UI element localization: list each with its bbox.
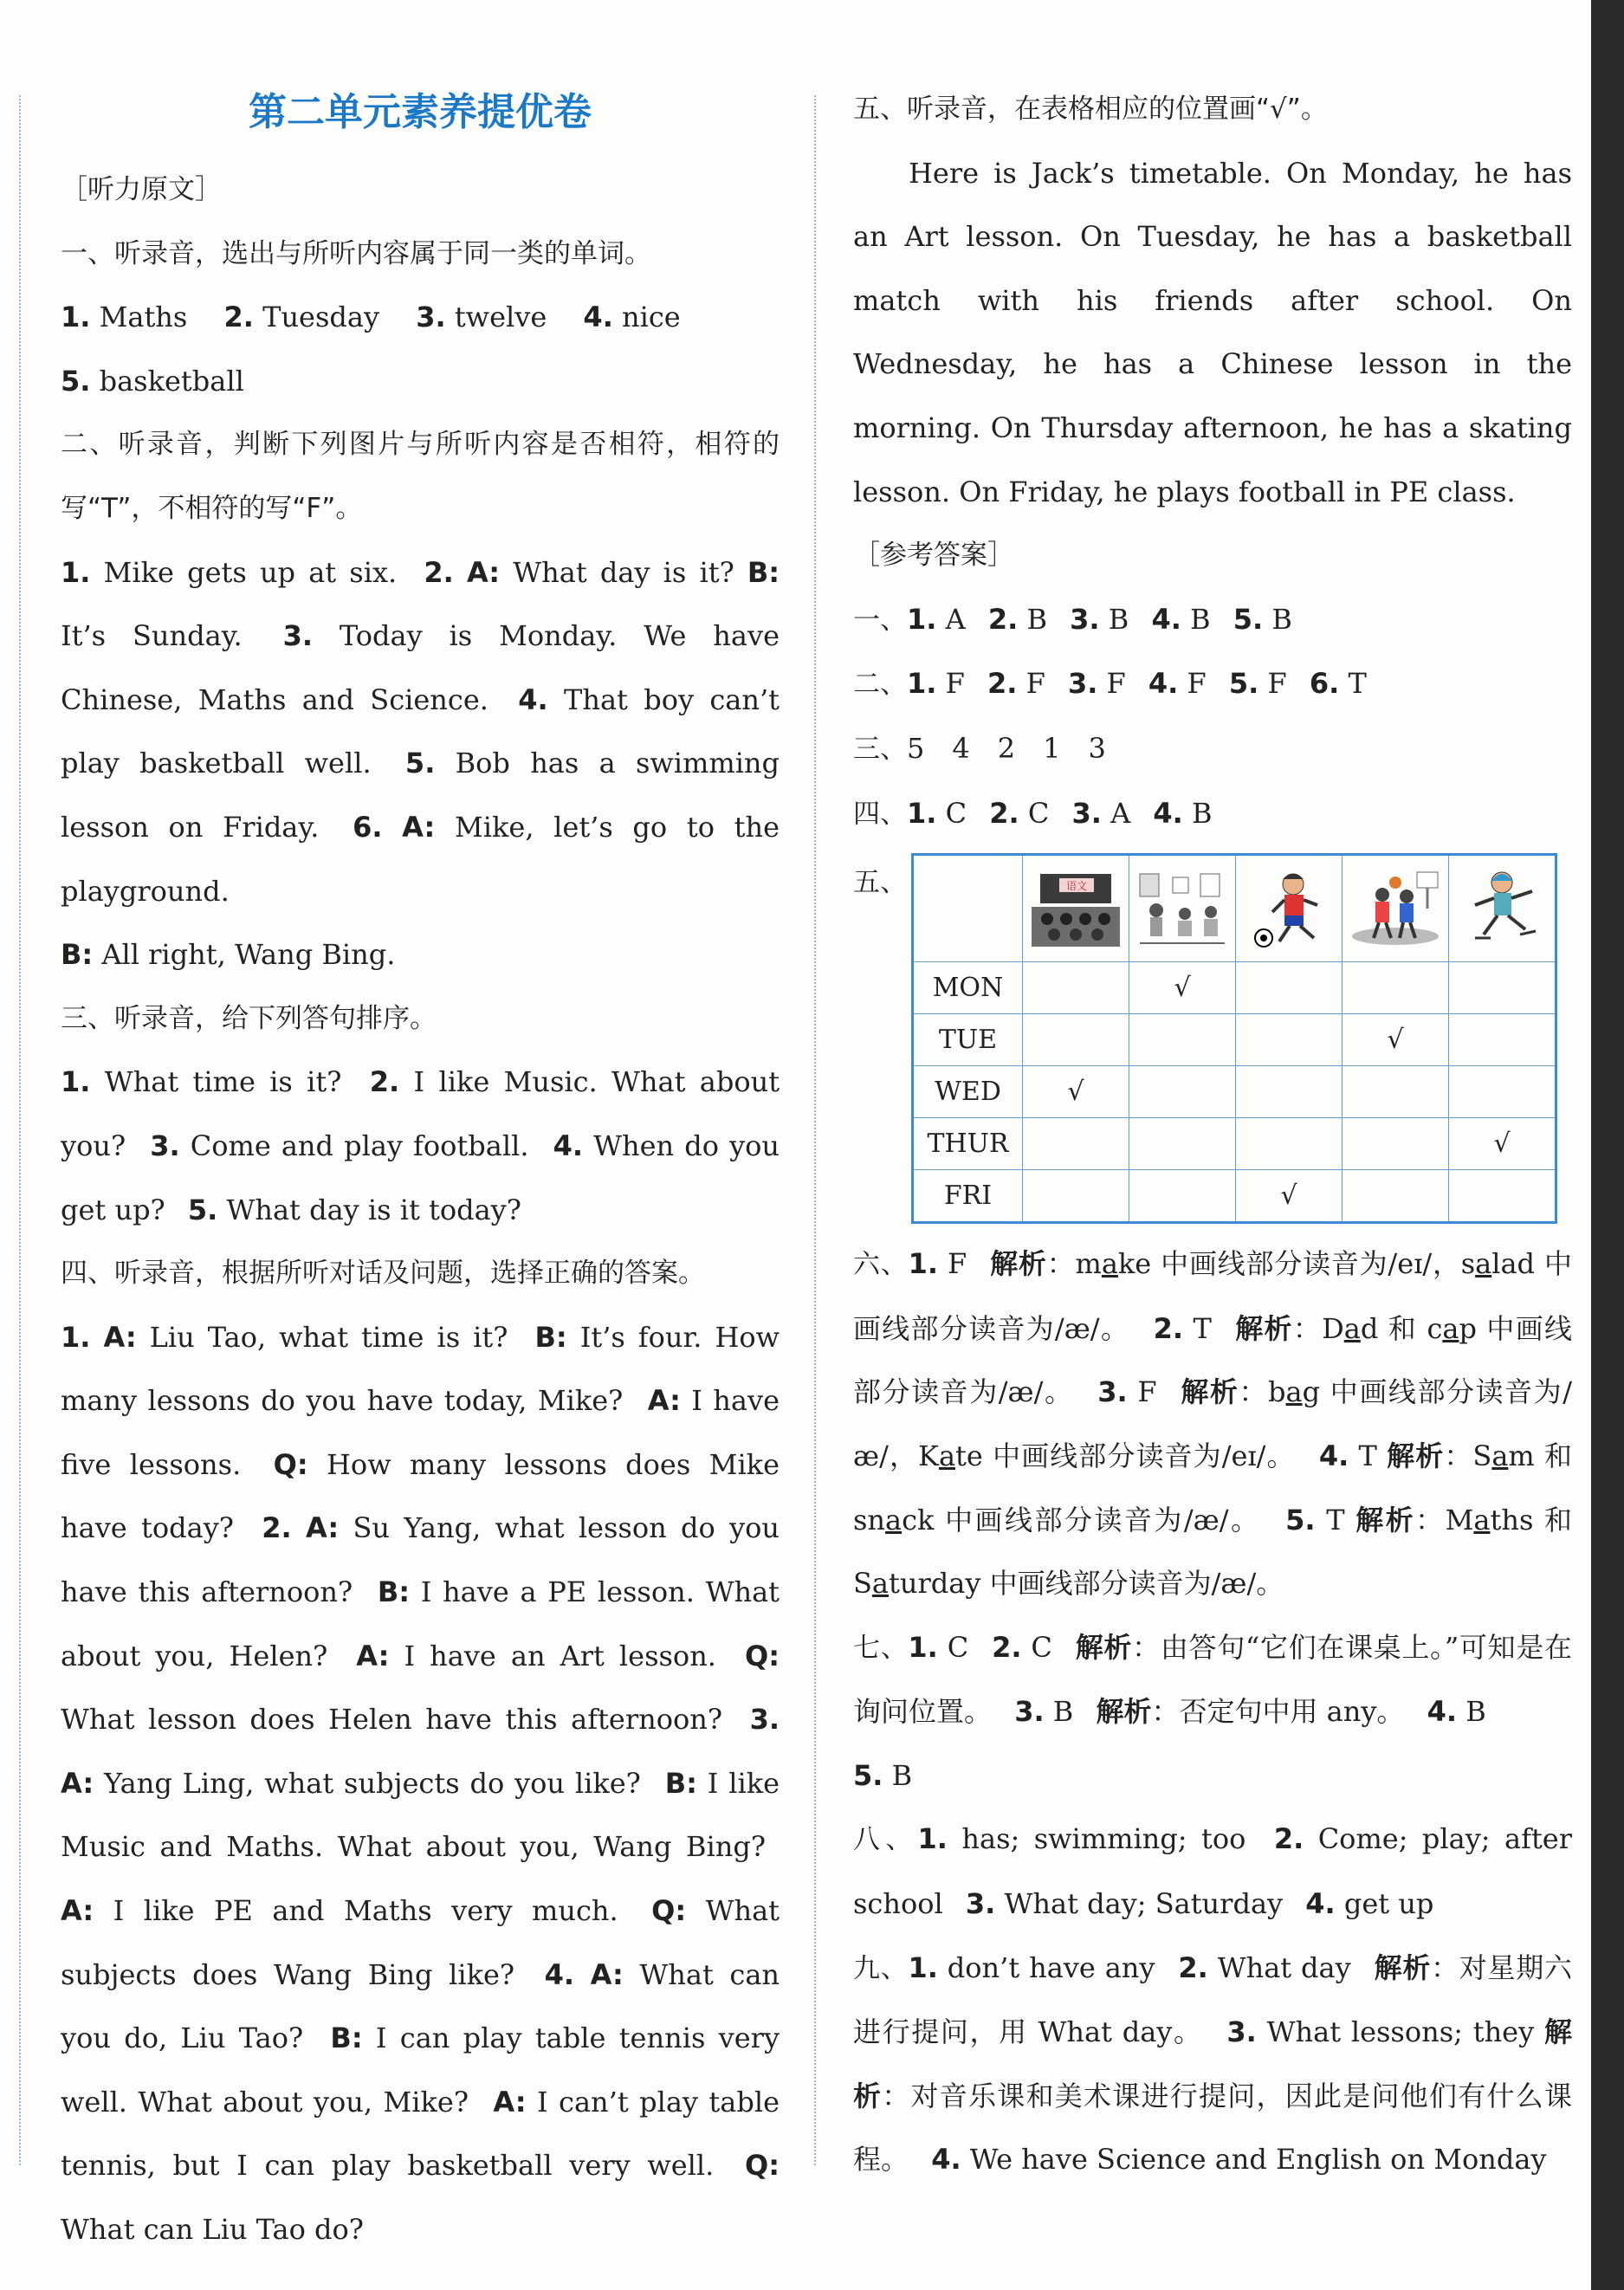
check-mark: √ — [1023, 1066, 1129, 1118]
check-cell — [1449, 1066, 1556, 1118]
timetable-row-wed — [913, 1066, 1556, 1118]
listening-header: ［听力原文］ — [61, 174, 222, 205]
check-cell — [1023, 1118, 1129, 1170]
check-cell — [1023, 1170, 1129, 1223]
day-label: MON — [913, 962, 1023, 1014]
check-cell — [1343, 962, 1449, 1014]
check-mark: √ — [1449, 1118, 1556, 1170]
answer-7: 七、1. C 2. C 解析：由答句“它们在课桌上。”可知是在询问位置。 3. B 解析：否定句中用 any。 4. B 5. B — [853, 1630, 1573, 1792]
basketball-picture — [1343, 855, 1449, 962]
day-label: TUE — [913, 1014, 1023, 1066]
check-cell — [1129, 1118, 1236, 1170]
day-label: WED — [913, 1066, 1023, 1118]
check-mark: √ — [1236, 1170, 1343, 1223]
section-4-text: 1. A: Liu Tao, what time is it? B: It’s four. How many lessons do you have today, Mike? A: I have five lessons. Q: How many lessons does Mike have today? 2. A: Su Yang, what lesson do you have this afternoon? B: I have a PE lesson. What about you, Helen? A: I have an Art lesson. Q: What lesson does Helen have this afternoon? 3. A: Yang Ling, what subjects do you like? B: I like Music and Maths. What about you, Wang Bing? A: I like PE and Maths very much. Q: What subjects does Wang Bing like? 4. A: What can you do, Liu Tao? B: I can play table tennis very well. What about you, Mike? A: I can’t play table tennis, but I can play basketball very well. Q: What can Liu Tao do? — [61, 1320, 780, 2246]
football-picture — [1236, 855, 1343, 962]
check-cell — [1236, 1066, 1343, 1118]
section-5-heading: 五、听录音，在表格相应的位置画“√”。 — [853, 94, 1328, 125]
section-2-text: 1. Mike gets up at six. 2. A: What day is it? B: It’s Sunday. 3. Today is Monday. We have Chinese, Maths and Science. 4. That boy can’t play basketball well. 5. Bob has a swimming lesson on Friday. 6. A: Mike, let’s go to the playground. B: All right, Wang Bing. — [61, 555, 780, 972]
check-cell — [1129, 1014, 1236, 1066]
check-cell — [1343, 1170, 1449, 1223]
section-5-text: Here is Jack’s timetable. On Monday, he has an Art lesson. On Tuesday, he has a basketball match with his friends after school. On Wednesday, he has a Chinese lesson in the morning. On Thursday afternoon, he has a skating lesson. On Friday, he plays football in PE class. — [853, 156, 1572, 508]
column-divider — [814, 95, 816, 2165]
chinese-lesson-picture — [1023, 855, 1129, 962]
check-cell — [1129, 1170, 1236, 1223]
check-cell — [1236, 1118, 1343, 1170]
check-cell — [1129, 1066, 1236, 1118]
answer-5-label: 五、 — [853, 867, 907, 899]
answer-4: 四、1. C 2. C 3. A 4. B — [853, 796, 1213, 830]
answer-1: 一、1. A 2. B 3. B 4. B 5. B — [853, 602, 1292, 636]
day-label: FRI — [913, 1170, 1023, 1223]
blackboard-text: 语文 — [1065, 880, 1088, 893]
check-mark: √ — [1343, 1014, 1449, 1066]
timetable-row-mon — [913, 962, 1556, 1014]
answer-5 — [853, 851, 1572, 1232]
answer-6: 六、1. F 解析：make 中画线部分读音为/eɪ/，salad 中画线部分读音为/æ/。 2. T 解析：Dad 和 cap 中画线部分读音为/æ/。 3. F 解析：bag 中画线部分读音为/æ/，Kate 中画线部分读音为/eɪ/。 4. T 解析：Sam 和 snack 中画线部分读音为/æ/。 5. T 解析：Maths 和 Saturday 中画线部分读音为/æ/。 — [853, 1247, 1573, 1601]
check-cell — [1343, 1066, 1449, 1118]
check-cell — [1023, 962, 1129, 1014]
timetable-header-row — [913, 855, 1556, 962]
check-cell — [1236, 962, 1343, 1014]
section-4-heading: 四、听录音，根据所听对话及问题，选择正确的答案。 — [61, 1258, 705, 1290]
answer-2: 二、1. F 2. F 3. F 4. F 5. F 6. T — [853, 667, 1367, 701]
section-1-items: 1. Maths 2. Tuesday 3. twelve 4. nice 5. basketball — [61, 301, 681, 398]
check-cell — [1236, 1014, 1343, 1066]
section-2-heading: 二、听录音，判断下列图片与所听内容是否相符，相符的写“T”，不相符的写“F”。 — [61, 429, 780, 524]
answer-8: 八、1. has; swimming; too 2. Come; play; after school 3. What day; Saturday 4. get up — [853, 1822, 1573, 1921]
section-3-heading: 三、听录音，给下列答句排序。 — [61, 1002, 437, 1034]
skating-picture — [1449, 855, 1556, 962]
check-cell — [1449, 1014, 1556, 1066]
check-cell — [1449, 962, 1556, 1014]
day-label: THUR — [913, 1118, 1023, 1170]
answer-9: 九、1. don’t have any 2. What day 解析：对星期六进行提问，用 What day。 3. What lessons; they 解析：对音乐课和美术课进行提问，因此是问他们有什么课程。 4. We have Science and English on Monday — [853, 1950, 1573, 2177]
page-title: 第二单元素养提优卷 — [249, 90, 592, 134]
section-3-text: 1. What time is it? 2. I like Music. What about you? 3. Come and play football. 4. When do you get up? 5. What day is it today? — [61, 1065, 780, 1226]
art-lesson-picture — [1129, 855, 1236, 962]
check-cell — [1023, 1014, 1129, 1066]
check-mark: √ — [1129, 962, 1236, 1014]
left-column — [61, 82, 780, 2262]
right-column — [853, 78, 1572, 2192]
answer-3: 三、5 4 2 1 3 — [853, 731, 1106, 765]
answers-header: ［参考答案］ — [853, 540, 1014, 572]
margin-line — [19, 95, 21, 2165]
timetable-row-thur — [913, 1118, 1556, 1170]
timetable — [911, 853, 1557, 1224]
check-cell — [1449, 1170, 1556, 1223]
timetable-row-fri — [913, 1170, 1556, 1223]
page-edge — [1591, 0, 1624, 2290]
section-1-heading: 一、听录音，选出与所听内容属于同一类的单词。 — [61, 237, 651, 269]
check-cell — [1343, 1118, 1449, 1170]
timetable-row-tue — [913, 1014, 1556, 1066]
